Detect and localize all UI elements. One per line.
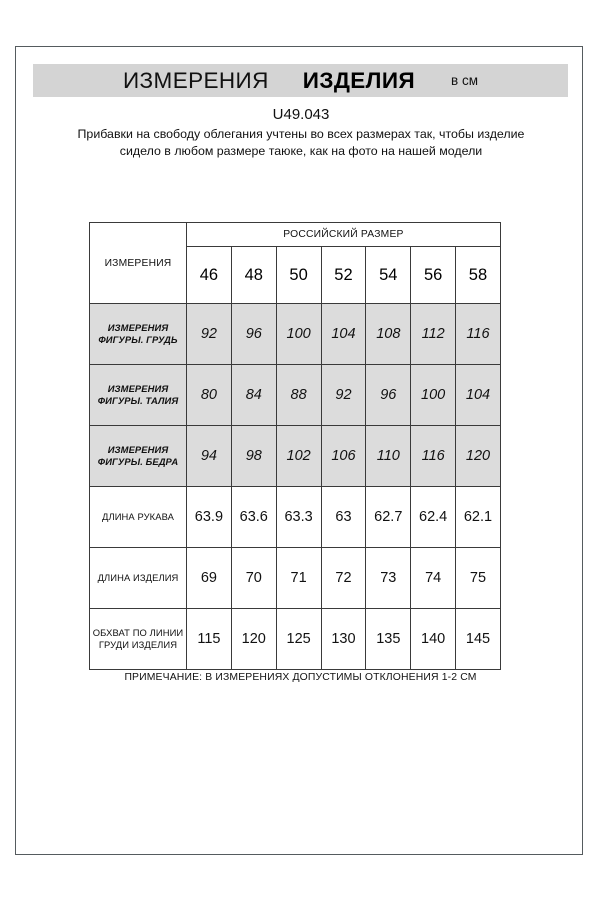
title-product: ИЗДЕЛИЯ [302, 67, 416, 93]
cell-value: 63 [321, 487, 366, 548]
size-header-48: 48 [231, 247, 276, 304]
cell-value: 75 [456, 548, 501, 609]
cell-value: 98 [231, 426, 276, 487]
size-header-56: 56 [411, 247, 456, 304]
cell-value: 116 [411, 426, 456, 487]
size-header-46: 46 [187, 247, 232, 304]
cell-value: 63.3 [276, 487, 321, 548]
header-cell-measurements: ИЗМЕРЕНИЯ [90, 223, 187, 304]
cell-value: 104 [456, 365, 501, 426]
cell-value: 102 [276, 426, 321, 487]
cell-value: 69 [187, 548, 232, 609]
cell-value: 84 [231, 365, 276, 426]
title-measurements: ИЗМЕРЕНИЯ [122, 67, 269, 93]
cell-value: 71 [276, 548, 321, 609]
cell-value: 63.6 [231, 487, 276, 548]
title-band [33, 64, 568, 97]
fit-description: Прибавки на свободу облегания учтены во всех размерах так, чтобы изделие сидело в любом размере таюке, как на фото на нашей модели [77, 127, 525, 158]
header-cell-russian-size: РОССИЙСКИЙ РАЗМЕР [187, 223, 501, 247]
cell-value: 62.7 [366, 487, 411, 548]
cell-value: 100 [411, 365, 456, 426]
cell-value: 62.4 [411, 487, 456, 548]
cell-value: 145 [456, 609, 501, 670]
cell-value: 104 [321, 304, 366, 365]
size-header-54: 54 [366, 247, 411, 304]
row-label: ДЛИНА РУКАВА [90, 487, 187, 548]
cell-value: 73 [366, 548, 411, 609]
measurement-chart-page [15, 46, 583, 855]
table-group-header-row [90, 223, 501, 247]
cell-value: 92 [321, 365, 366, 426]
cell-value: 70 [231, 548, 276, 609]
article-code: U49.043 [272, 106, 330, 123]
cell-value: 74 [411, 548, 456, 609]
cell-value: 135 [366, 609, 411, 670]
cell-value: 92 [187, 304, 232, 365]
subtitle-block [76, 105, 526, 159]
size-measurement-table [89, 222, 501, 670]
table-row [90, 548, 501, 609]
cell-value: 100 [276, 304, 321, 365]
cell-value: 72 [321, 548, 366, 609]
table-row [90, 426, 501, 487]
size-header-50: 50 [276, 247, 321, 304]
row-label: ИЗМЕРЕНИЯ ФИГУРЫ. ТАЛИЯ [90, 365, 187, 426]
measurement-tolerance-note: ПРИМЕЧАНИЕ: В ИЗМЕРЕНИЯХ ДОПУСТИМЫ ОТКЛОНЕНИЯ 1-2 СМ [124, 672, 477, 683]
cell-value: 110 [366, 426, 411, 487]
table-row [90, 487, 501, 548]
table-row [90, 365, 501, 426]
cell-value: 115 [187, 609, 232, 670]
cell-value: 125 [276, 609, 321, 670]
cell-value: 106 [321, 426, 366, 487]
cell-value: 120 [231, 609, 276, 670]
cell-value: 63.9 [187, 487, 232, 548]
cell-value: 112 [411, 304, 456, 365]
row-label: ИЗМЕРЕНИЯ ФИГУРЫ. БЕДРА [90, 426, 187, 487]
cell-value: 120 [456, 426, 501, 487]
cell-value: 140 [411, 609, 456, 670]
cell-value: 94 [187, 426, 232, 487]
cell-value: 108 [366, 304, 411, 365]
cell-value: 80 [187, 365, 232, 426]
row-label: ДЛИНА ИЗДЕЛИЯ [90, 548, 187, 609]
row-label: ОБХВАТ ПО ЛИНИИ ГРУДИ ИЗДЕЛИЯ [90, 609, 187, 670]
table-row [90, 609, 501, 670]
cell-value: 130 [321, 609, 366, 670]
row-label: ИЗМЕРЕНИЯ ФИГУРЫ. ГРУДЬ [90, 304, 187, 365]
cell-value: 96 [231, 304, 276, 365]
title-unit-label: в см [451, 73, 478, 88]
cell-value: 88 [276, 365, 321, 426]
table-row [90, 304, 501, 365]
size-header-52: 52 [321, 247, 366, 304]
size-header-58: 58 [456, 247, 501, 304]
cell-value: 62.1 [456, 487, 501, 548]
cell-value: 96 [366, 365, 411, 426]
cell-value: 116 [456, 304, 501, 365]
